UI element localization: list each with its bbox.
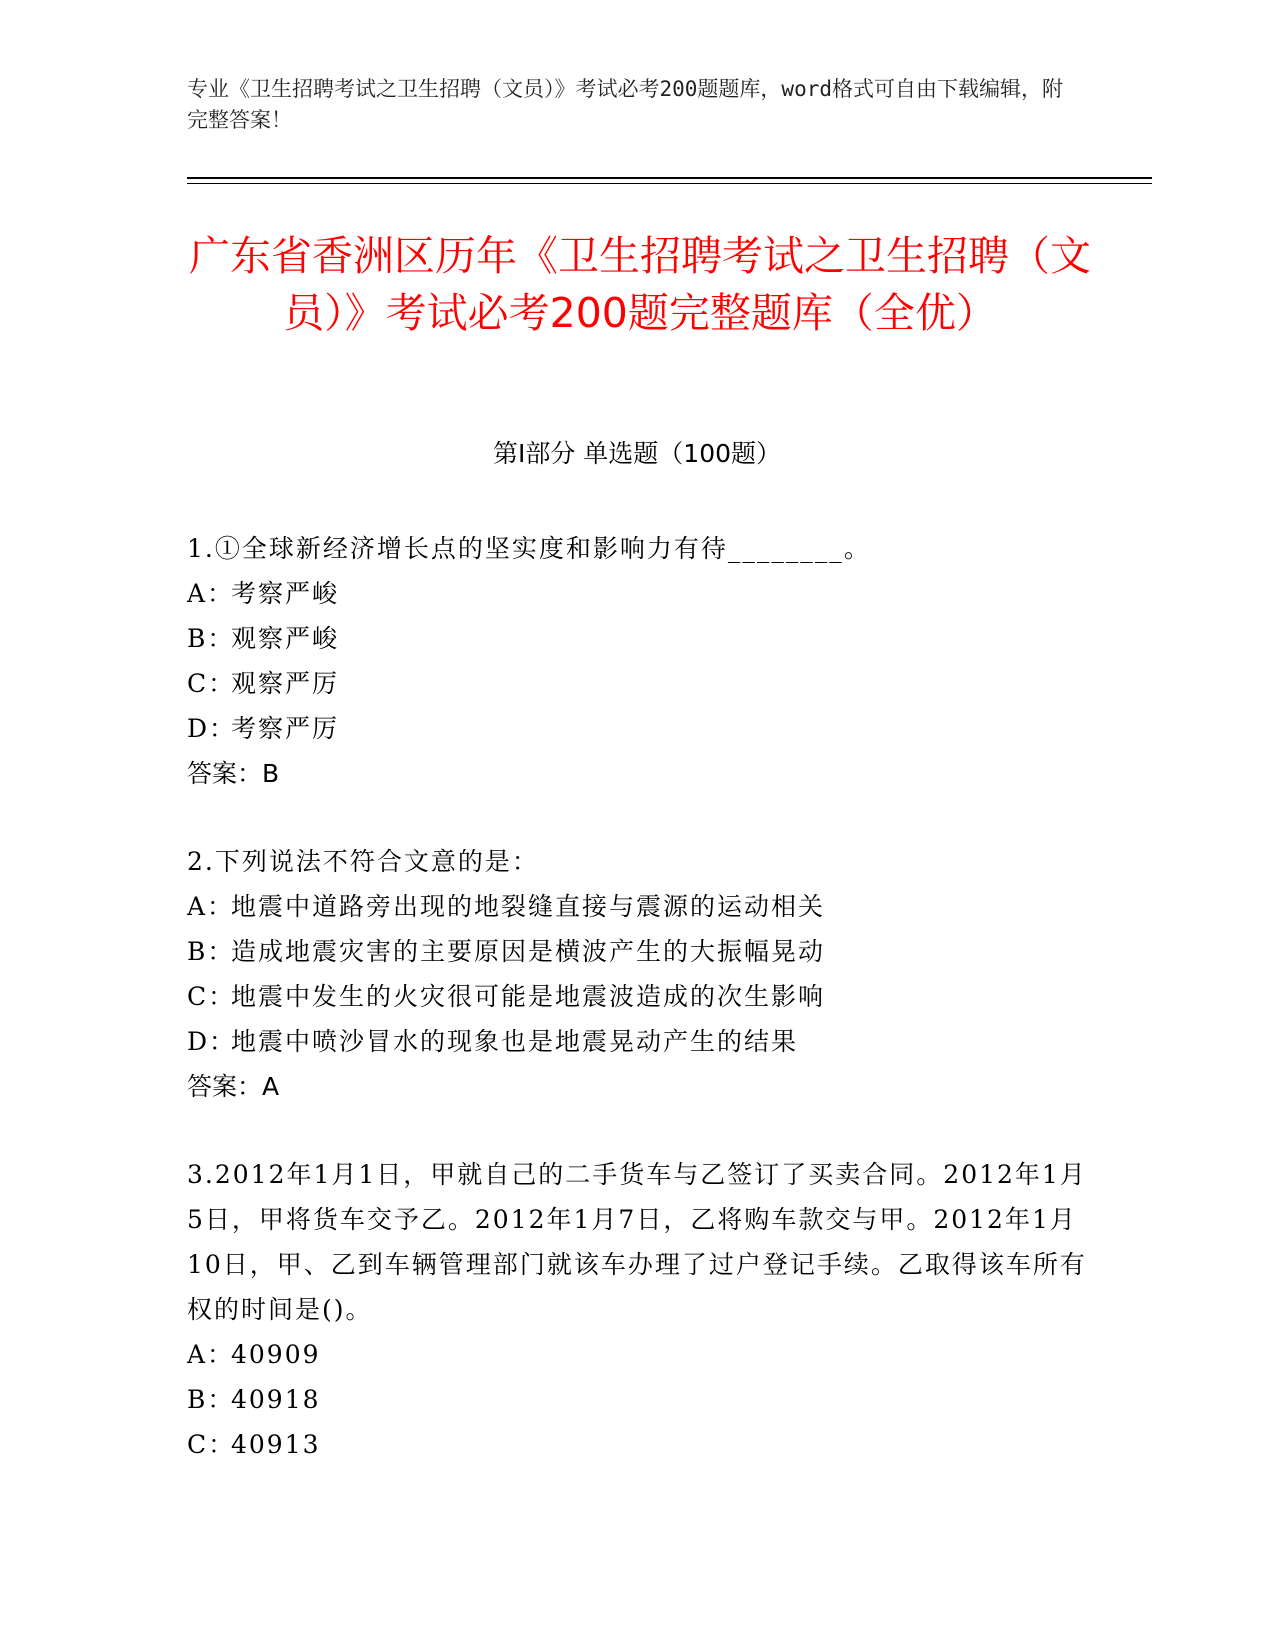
option-d [187, 706, 1087, 751]
option-key: C： [187, 669, 236, 698]
option-a [187, 1332, 1087, 1377]
section-heading: 第I部分 单选题（100题） [492, 439, 782, 468]
header-note: 专业《卫生招聘考试之卫生招聘（文员）》考试必考200题题库，word格式可自由下载编辑，附完整答案！ [187, 77, 1063, 132]
option-key: A： [187, 892, 235, 921]
header-divider-thick [187, 177, 1152, 179]
option-key: A： [187, 1340, 235, 1369]
question-3 [187, 1152, 1087, 1467]
option-key: B： [187, 1385, 235, 1414]
option-text: 考察严峻 [231, 579, 340, 608]
question-stem: 1.①全球新经济增长点的坚实度和影响力有待________。 [187, 534, 871, 563]
option-b [187, 1377, 1087, 1422]
option-key: B： [187, 937, 235, 966]
option-text: 地震中发生的火灾很可能是地震波造成的次生影响 [231, 982, 826, 1011]
option-c [187, 974, 1087, 1019]
option-text: 观察严峻 [231, 624, 340, 653]
option-key: A： [187, 579, 235, 608]
option-text: 40918 [231, 1385, 321, 1414]
question-list [187, 526, 1087, 1510]
option-key: D： [187, 714, 237, 743]
question-2 [187, 839, 1087, 1109]
option-d [187, 1019, 1087, 1064]
option-key: B： [187, 624, 235, 653]
option-text: 40913 [231, 1430, 321, 1459]
answer-line: 答案：A [187, 1072, 280, 1101]
option-b [187, 616, 1087, 661]
question-stem: 2.下列说法不符合文意的是： [187, 847, 539, 876]
option-b [187, 929, 1087, 974]
option-text: 造成地震灾害的主要原因是横波产生的大振幅晃动 [231, 937, 826, 966]
document-title: 广东省香洲区历年《卫生招聘考试之卫生招聘（文员）》考试必考200题完整题库（全优） [189, 232, 1091, 337]
option-a [187, 571, 1087, 616]
option-key: C： [187, 982, 236, 1011]
option-key: D： [187, 1027, 237, 1056]
option-text: 地震中道路旁出现的地裂缝直接与震源的运动相关 [231, 892, 826, 921]
option-text: 地震中喷沙冒水的现象也是地震晃动产生的结果 [231, 1027, 799, 1056]
option-a [187, 884, 1087, 929]
header-divider-thin [187, 183, 1152, 184]
option-text: 考察严厉 [231, 714, 340, 743]
option-c [187, 1422, 1087, 1467]
option-text: 观察严厉 [231, 669, 340, 698]
question-stem: 3.2012年1月1日，甲就自己的二手货车与乙签订了买卖合同。2012年1月5日，甲将货车交予乙。2012年1月7日，乙将购车款交与甲。2012年1月10日，甲、乙到车辆管理部门就该车办理了过户登记手续。乙取得该车所有权的时间是()。 [187, 1160, 1087, 1324]
question-1 [187, 526, 1087, 796]
option-key: C： [187, 1430, 236, 1459]
option-c [187, 661, 1087, 706]
answer-line: 答案：B [187, 759, 280, 788]
option-text: 40909 [231, 1340, 321, 1369]
